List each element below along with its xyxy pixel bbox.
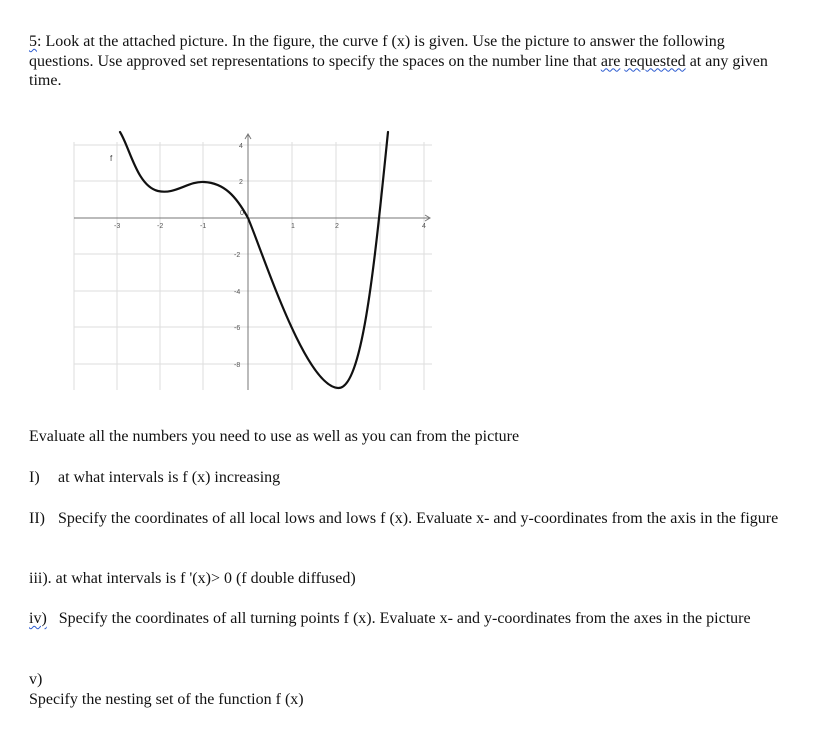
question-4 <box>29 609 789 629</box>
question-2-number: II) <box>29 510 45 527</box>
y-tick-label: 4 <box>239 143 243 150</box>
x-tick-label: 2 <box>335 223 339 230</box>
function-graph <box>70 128 435 393</box>
question-1-number: I) <box>29 469 40 486</box>
y-tick-label: -6 <box>234 325 241 332</box>
question-5 <box>29 670 789 709</box>
question-2 <box>29 509 789 529</box>
grid <box>74 142 432 390</box>
spellcheck-word-requested: requested <box>624 52 686 70</box>
y-tick-label: -8 <box>234 362 241 369</box>
question-5-text: Specify the nesting set of the function f (x) <box>29 690 304 708</box>
intro-text-end: at any given time. <box>29 52 768 89</box>
question-1 <box>29 468 789 488</box>
y-tick-labels <box>234 143 244 369</box>
intro-paragraph <box>29 32 769 91</box>
spellcheck-word-are: are <box>600 52 621 70</box>
question-number: 5 <box>29 33 37 50</box>
y-tick-label: 2 <box>239 179 243 186</box>
question-1-text: at what intervals is f (x) increasing <box>58 469 281 486</box>
x-tick-label: 4 <box>422 223 426 230</box>
question-4-text: Specify the coordinates of all turning points f (x). Evaluate x- and y-coordinates from the axes in the picture <box>58 610 751 627</box>
y-tick-label: -4 <box>234 289 241 296</box>
question-2-text: Specify the coordinates of all local lows and lows f (x). Evaluate x- and y-coordinates from the axis in the figure <box>58 510 779 527</box>
question-5-number: v) <box>29 671 43 688</box>
origin-label: 0 <box>240 210 244 217</box>
function-label: f <box>110 154 113 163</box>
question-3: iii). at what intervals is f '(x)> 0 (f double diffused) <box>29 570 356 587</box>
y-tick-label: -2 <box>234 252 241 259</box>
x-tick-label: -2 <box>157 223 164 230</box>
axes <box>74 134 430 390</box>
question-4-number: iv) <box>29 610 47 627</box>
evaluate-note: Evaluate all the numbers you need to use as well as you can from the picture <box>29 428 520 445</box>
intro-text: : Look at the attached picture. In the figure, the curve f (x) is given. Use the picture to answer the following questions. Use approved set representations to specify the spaces on the number line that <box>29 33 725 70</box>
x-tick-label: -3 <box>114 223 121 230</box>
x-tick-label: 1 <box>291 223 295 230</box>
x-tick-label: -1 <box>200 223 207 230</box>
